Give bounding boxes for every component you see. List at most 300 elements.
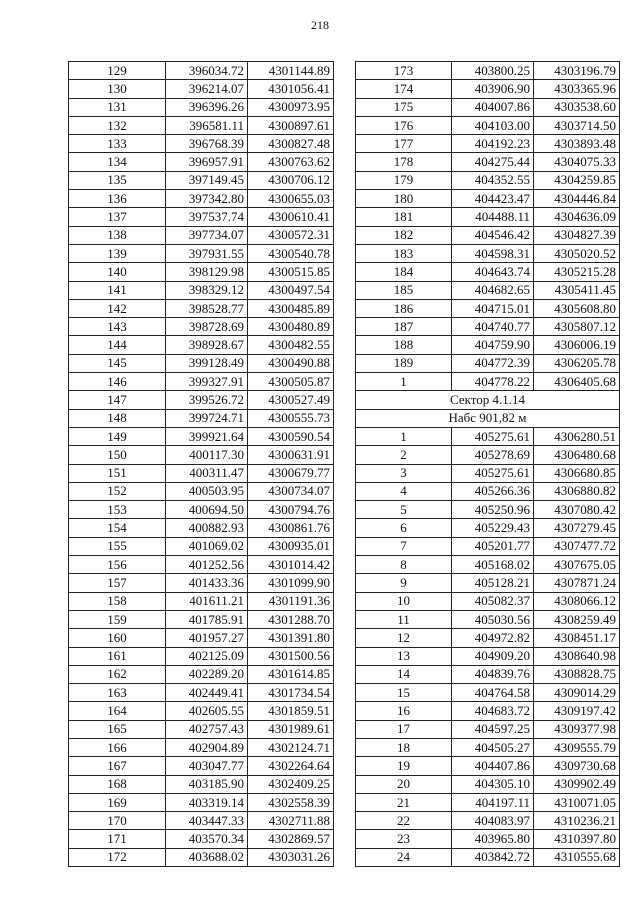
coordinate-y: 4300540.78 bbox=[248, 244, 334, 262]
coordinate-x: 401433.36 bbox=[166, 574, 248, 592]
point-number: 9 bbox=[356, 574, 452, 592]
point-number: 156 bbox=[69, 556, 166, 574]
point-number: 1 bbox=[356, 373, 452, 391]
table-row bbox=[69, 153, 334, 171]
table-row bbox=[69, 226, 334, 244]
table-row bbox=[356, 171, 620, 189]
coordinate-y: 4301500.56 bbox=[248, 647, 334, 665]
table-row bbox=[69, 373, 334, 391]
point-number: 152 bbox=[69, 482, 166, 500]
table-row bbox=[356, 793, 620, 811]
table-row bbox=[69, 610, 334, 628]
table-row bbox=[69, 208, 334, 226]
coordinate-y: 4306480.68 bbox=[534, 446, 620, 464]
coordinate-y: 4305608.80 bbox=[534, 299, 620, 317]
point-number: 168 bbox=[69, 775, 166, 793]
coordinate-x: 405082.37 bbox=[452, 592, 534, 610]
point-number: 3 bbox=[356, 464, 452, 482]
table-row bbox=[356, 116, 620, 134]
point-number: 146 bbox=[69, 373, 166, 391]
point-number: 160 bbox=[69, 629, 166, 647]
coordinate-x: 397734.07 bbox=[166, 226, 248, 244]
point-number: 150 bbox=[69, 446, 166, 464]
table-row bbox=[69, 793, 334, 811]
point-number: 182 bbox=[356, 226, 452, 244]
coordinate-x: 398728.69 bbox=[166, 318, 248, 336]
coordinate-y: 4306405.68 bbox=[534, 373, 620, 391]
table-row bbox=[356, 373, 620, 391]
coordinate-x: 403447.33 bbox=[166, 812, 248, 830]
coordinate-y: 4300527.49 bbox=[248, 391, 334, 409]
table-row bbox=[69, 281, 334, 299]
table-row bbox=[356, 153, 620, 171]
point-number: 22 bbox=[356, 812, 452, 830]
point-number: 8 bbox=[356, 556, 452, 574]
coordinate-y: 4301391.80 bbox=[248, 629, 334, 647]
point-number: 184 bbox=[356, 263, 452, 281]
coordinate-x: 398129.98 bbox=[166, 263, 248, 281]
sector-header-row bbox=[356, 391, 620, 409]
table-row bbox=[356, 519, 620, 537]
coordinate-x: 402289.20 bbox=[166, 665, 248, 683]
coordinate-y: 4303714.50 bbox=[534, 116, 620, 134]
coordinate-y: 4301099.90 bbox=[248, 574, 334, 592]
table-row bbox=[356, 537, 620, 555]
point-number: 181 bbox=[356, 208, 452, 226]
coordinate-y: 4300827.48 bbox=[248, 135, 334, 153]
coordinate-y: 4301614.85 bbox=[248, 665, 334, 683]
point-number: 139 bbox=[69, 244, 166, 262]
coordinate-y: 4301014.42 bbox=[248, 556, 334, 574]
point-number: 183 bbox=[356, 244, 452, 262]
coordinate-x: 399921.64 bbox=[166, 427, 248, 445]
coordinate-y: 4304636.09 bbox=[534, 208, 620, 226]
coordinate-x: 405128.21 bbox=[452, 574, 534, 592]
point-number: 174 bbox=[356, 80, 452, 98]
coordinate-y: 4300490.88 bbox=[248, 354, 334, 372]
coordinate-y: 4300655.03 bbox=[248, 190, 334, 208]
point-number: 180 bbox=[356, 190, 452, 208]
point-number: 140 bbox=[69, 263, 166, 281]
coordinate-x: 404197.11 bbox=[452, 793, 534, 811]
table-row bbox=[356, 574, 620, 592]
coordinate-x: 403842.72 bbox=[452, 848, 534, 866]
coordinate-x: 404598.31 bbox=[452, 244, 534, 262]
coordinate-x: 404740.77 bbox=[452, 318, 534, 336]
coordinates-table-left bbox=[68, 61, 334, 867]
coordinates-table-right bbox=[355, 61, 620, 867]
point-number: 169 bbox=[69, 793, 166, 811]
coordinate-y: 4300480.89 bbox=[248, 318, 334, 336]
table-row bbox=[69, 592, 334, 610]
coordinate-x: 404083.97 bbox=[452, 812, 534, 830]
coordinate-y: 4300935.01 bbox=[248, 537, 334, 555]
point-number: 11 bbox=[356, 610, 452, 628]
coordinate-x: 399526.72 bbox=[166, 391, 248, 409]
point-number: 178 bbox=[356, 153, 452, 171]
coordinate-x: 400694.50 bbox=[166, 501, 248, 519]
point-number: 145 bbox=[69, 354, 166, 372]
table-row bbox=[356, 629, 620, 647]
coordinate-x: 396034.72 bbox=[166, 62, 248, 80]
point-number: 188 bbox=[356, 336, 452, 354]
table-row bbox=[356, 501, 620, 519]
coordinate-x: 396581.11 bbox=[166, 116, 248, 134]
page-number: 218 bbox=[311, 18, 329, 32]
table-row bbox=[356, 647, 620, 665]
coordinate-x: 402904.89 bbox=[166, 738, 248, 756]
coordinate-y: 4307871.24 bbox=[534, 574, 620, 592]
coordinate-x: 404505.27 bbox=[452, 738, 534, 756]
point-number: 17 bbox=[356, 720, 452, 738]
coordinate-x: 404643.74 bbox=[452, 263, 534, 281]
point-number: 189 bbox=[356, 354, 452, 372]
coordinate-x: 403965.80 bbox=[452, 830, 534, 848]
coordinate-x: 400882.93 bbox=[166, 519, 248, 537]
coordinate-y: 4306205.78 bbox=[534, 354, 620, 372]
coordinate-x: 402449.41 bbox=[166, 684, 248, 702]
point-number: 172 bbox=[69, 848, 166, 866]
point-number: 158 bbox=[69, 592, 166, 610]
coordinate-x: 404103.00 bbox=[452, 116, 534, 134]
coordinate-y: 4303893.48 bbox=[534, 135, 620, 153]
table-row bbox=[69, 391, 334, 409]
table-row bbox=[356, 354, 620, 372]
table-row bbox=[356, 80, 620, 98]
coordinate-y: 4309197.42 bbox=[534, 702, 620, 720]
point-number: 144 bbox=[69, 336, 166, 354]
point-number: 177 bbox=[356, 135, 452, 153]
coordinate-x: 401252.56 bbox=[166, 556, 248, 574]
table-row bbox=[69, 80, 334, 98]
table-row bbox=[356, 299, 620, 317]
point-number: 138 bbox=[69, 226, 166, 244]
coordinate-y: 4300515.85 bbox=[248, 263, 334, 281]
table-row bbox=[356, 702, 620, 720]
coordinate-y: 4309377.98 bbox=[534, 720, 620, 738]
coordinate-y: 4305020.52 bbox=[534, 244, 620, 262]
coordinate-x: 404305.10 bbox=[452, 775, 534, 793]
point-number: 6 bbox=[356, 519, 452, 537]
point-number: 136 bbox=[69, 190, 166, 208]
coordinate-x: 397931.55 bbox=[166, 244, 248, 262]
coordinate-y: 4300631.91 bbox=[248, 446, 334, 464]
coordinate-x: 397149.45 bbox=[166, 171, 248, 189]
coordinate-y: 4303538.60 bbox=[534, 98, 620, 116]
coordinate-y: 4300482.55 bbox=[248, 336, 334, 354]
coordinate-x: 396396.26 bbox=[166, 98, 248, 116]
coordinate-x: 405266.36 bbox=[452, 482, 534, 500]
point-number: 159 bbox=[69, 610, 166, 628]
point-number: 134 bbox=[69, 153, 166, 171]
table-row bbox=[69, 684, 334, 702]
coordinate-x: 404007.86 bbox=[452, 98, 534, 116]
table-row bbox=[356, 446, 620, 464]
coordinate-y: 4300505.87 bbox=[248, 373, 334, 391]
point-number: 154 bbox=[69, 519, 166, 537]
table-row bbox=[356, 281, 620, 299]
point-number: 141 bbox=[69, 281, 166, 299]
point-number: 155 bbox=[69, 537, 166, 555]
coordinate-x: 405250.96 bbox=[452, 501, 534, 519]
coordinate-y: 4300897.61 bbox=[248, 116, 334, 134]
point-number: 161 bbox=[69, 647, 166, 665]
coordinate-x: 405168.02 bbox=[452, 556, 534, 574]
coordinate-y: 4303365.96 bbox=[534, 80, 620, 98]
point-number: 12 bbox=[356, 629, 452, 647]
coordinate-y: 4306880.82 bbox=[534, 482, 620, 500]
coordinate-x: 403906.90 bbox=[452, 80, 534, 98]
coordinate-x: 403185.90 bbox=[166, 775, 248, 793]
coordinate-y: 4302558.39 bbox=[248, 793, 334, 811]
coordinate-y: 4301989.61 bbox=[248, 720, 334, 738]
point-number: 186 bbox=[356, 299, 452, 317]
coordinate-y: 4303196.79 bbox=[534, 62, 620, 80]
point-number: 157 bbox=[69, 574, 166, 592]
coordinate-x: 404682.65 bbox=[452, 281, 534, 299]
point-number: 179 bbox=[356, 171, 452, 189]
coordinate-x: 401069.02 bbox=[166, 537, 248, 555]
table-row bbox=[69, 848, 334, 866]
coordinate-x: 400311.47 bbox=[166, 464, 248, 482]
table-row bbox=[69, 98, 334, 116]
point-number: 14 bbox=[356, 665, 452, 683]
point-number: 135 bbox=[69, 171, 166, 189]
table-row bbox=[69, 464, 334, 482]
table-row bbox=[356, 62, 620, 80]
table-row bbox=[69, 629, 334, 647]
coordinate-y: 4303031.26 bbox=[248, 848, 334, 866]
coordinate-x: 404759.90 bbox=[452, 336, 534, 354]
coordinate-y: 4300794.76 bbox=[248, 501, 334, 519]
point-number: 153 bbox=[69, 501, 166, 519]
point-number: 19 bbox=[356, 757, 452, 775]
point-number: 4 bbox=[356, 482, 452, 500]
coordinate-y: 4301191.36 bbox=[248, 592, 334, 610]
point-number: 143 bbox=[69, 318, 166, 336]
point-number: 170 bbox=[69, 812, 166, 830]
table-row bbox=[69, 757, 334, 775]
sector-area: Набс 901,82 м bbox=[356, 409, 620, 427]
point-number: 175 bbox=[356, 98, 452, 116]
table-row bbox=[69, 519, 334, 537]
coordinate-y: 4300610.41 bbox=[248, 208, 334, 226]
table-row bbox=[69, 446, 334, 464]
coordinate-y: 4302264.64 bbox=[248, 757, 334, 775]
point-number: 131 bbox=[69, 98, 166, 116]
coordinate-y: 4309555.79 bbox=[534, 738, 620, 756]
point-number: 21 bbox=[356, 793, 452, 811]
coordinate-x: 404275.44 bbox=[452, 153, 534, 171]
point-number: 185 bbox=[356, 281, 452, 299]
coordinate-x: 399128.49 bbox=[166, 354, 248, 372]
point-number: 171 bbox=[69, 830, 166, 848]
coordinate-x: 398528.77 bbox=[166, 299, 248, 317]
table-row bbox=[356, 464, 620, 482]
point-number: 162 bbox=[69, 665, 166, 683]
coordinate-x: 404683.72 bbox=[452, 702, 534, 720]
coordinate-y: 4305215.28 bbox=[534, 263, 620, 281]
sector-title: Сектор 4.1.14 bbox=[356, 391, 620, 409]
table-row bbox=[69, 702, 334, 720]
point-number: 23 bbox=[356, 830, 452, 848]
coordinate-x: 398928.67 bbox=[166, 336, 248, 354]
coordinate-y: 4304075.33 bbox=[534, 153, 620, 171]
coordinate-x: 402125.09 bbox=[166, 647, 248, 665]
coordinate-y: 4304259.85 bbox=[534, 171, 620, 189]
table-row bbox=[69, 354, 334, 372]
coordinate-y: 4301056.41 bbox=[248, 80, 334, 98]
point-number: 165 bbox=[69, 720, 166, 738]
coordinate-x: 404909.20 bbox=[452, 647, 534, 665]
point-number: 130 bbox=[69, 80, 166, 98]
coordinate-x: 405201.77 bbox=[452, 537, 534, 555]
point-number: 15 bbox=[356, 684, 452, 702]
coordinate-x: 399327.91 bbox=[166, 373, 248, 391]
coordinate-y: 4309730.68 bbox=[534, 757, 620, 775]
table-row bbox=[356, 263, 620, 281]
point-number: 13 bbox=[356, 647, 452, 665]
coordinate-x: 404597.25 bbox=[452, 720, 534, 738]
coordinate-y: 4305807.12 bbox=[534, 318, 620, 336]
coordinate-y: 4304446.84 bbox=[534, 190, 620, 208]
point-number: 16 bbox=[356, 702, 452, 720]
coordinate-y: 4302711.88 bbox=[248, 812, 334, 830]
table-row bbox=[69, 665, 334, 683]
table-row bbox=[356, 226, 620, 244]
coordinate-x: 403688.02 bbox=[166, 848, 248, 866]
table-row bbox=[69, 720, 334, 738]
point-number: 18 bbox=[356, 738, 452, 756]
coordinate-y: 4310236.21 bbox=[534, 812, 620, 830]
point-number: 149 bbox=[69, 427, 166, 445]
table-row bbox=[69, 556, 334, 574]
coordinate-x: 403047.77 bbox=[166, 757, 248, 775]
coordinate-y: 4309014.29 bbox=[534, 684, 620, 702]
coordinate-y: 4307675.05 bbox=[534, 556, 620, 574]
point-number: 137 bbox=[69, 208, 166, 226]
coordinate-y: 4300555.73 bbox=[248, 409, 334, 427]
coordinate-y: 4310555.68 bbox=[534, 848, 620, 866]
coordinate-x: 401957.27 bbox=[166, 629, 248, 647]
coordinate-x: 396957.91 bbox=[166, 153, 248, 171]
coordinate-y: 4308451.17 bbox=[534, 629, 620, 647]
coordinate-y: 4300590.54 bbox=[248, 427, 334, 445]
point-number: 133 bbox=[69, 135, 166, 153]
coordinate-y: 4306006.19 bbox=[534, 336, 620, 354]
table-row bbox=[69, 135, 334, 153]
table-row bbox=[69, 263, 334, 281]
table-row bbox=[356, 812, 620, 830]
coordinate-y: 4301144.89 bbox=[248, 62, 334, 80]
table-row bbox=[356, 208, 620, 226]
coordinate-x: 396214.07 bbox=[166, 80, 248, 98]
coordinate-x: 398329.12 bbox=[166, 281, 248, 299]
table-row bbox=[356, 98, 620, 116]
coordinate-x: 404423.47 bbox=[452, 190, 534, 208]
coordinate-y: 4302124.71 bbox=[248, 738, 334, 756]
table-row bbox=[356, 720, 620, 738]
point-number: 2 bbox=[356, 446, 452, 464]
coordinate-y: 4300734.07 bbox=[248, 482, 334, 500]
coordinate-x: 402605.55 bbox=[166, 702, 248, 720]
coordinate-y: 4308828.75 bbox=[534, 665, 620, 683]
coordinate-x: 404778.22 bbox=[452, 373, 534, 391]
table-row bbox=[69, 501, 334, 519]
coordinate-x: 403319.14 bbox=[166, 793, 248, 811]
table-row bbox=[69, 738, 334, 756]
coordinate-x: 404772.39 bbox=[452, 354, 534, 372]
table-row bbox=[69, 482, 334, 500]
coordinate-y: 4300679.77 bbox=[248, 464, 334, 482]
point-number: 151 bbox=[69, 464, 166, 482]
coordinate-x: 397342.80 bbox=[166, 190, 248, 208]
coordinate-y: 4300973.95 bbox=[248, 98, 334, 116]
table-row bbox=[69, 336, 334, 354]
coordinate-y: 4301734.54 bbox=[248, 684, 334, 702]
coordinate-x: 404839.76 bbox=[452, 665, 534, 683]
coordinate-x: 404764.58 bbox=[452, 684, 534, 702]
coordinate-y: 4310071.05 bbox=[534, 793, 620, 811]
point-number: 7 bbox=[356, 537, 452, 555]
point-number: 167 bbox=[69, 757, 166, 775]
coordinate-y: 4301859.51 bbox=[248, 702, 334, 720]
table-row bbox=[356, 830, 620, 848]
coordinate-x: 404972.82 bbox=[452, 629, 534, 647]
table-row bbox=[356, 318, 620, 336]
coordinate-y: 4304827.39 bbox=[534, 226, 620, 244]
coordinate-y: 4308066.12 bbox=[534, 592, 620, 610]
table-row bbox=[356, 610, 620, 628]
coordinate-y: 4305411.45 bbox=[534, 281, 620, 299]
coordinate-x: 405275.61 bbox=[452, 427, 534, 445]
coordinate-x: 404192.23 bbox=[452, 135, 534, 153]
point-number: 163 bbox=[69, 684, 166, 702]
table-row bbox=[69, 537, 334, 555]
coordinate-y: 4301288.70 bbox=[248, 610, 334, 628]
coordinate-y: 4310397.80 bbox=[534, 830, 620, 848]
sector-header-row bbox=[356, 409, 620, 427]
table-row bbox=[356, 848, 620, 866]
coordinate-x: 401785.91 bbox=[166, 610, 248, 628]
coordinate-x: 405275.61 bbox=[452, 464, 534, 482]
coordinate-y: 4309902.49 bbox=[534, 775, 620, 793]
coordinate-y: 4300763.62 bbox=[248, 153, 334, 171]
table-row bbox=[69, 190, 334, 208]
point-number: 148 bbox=[69, 409, 166, 427]
coordinate-y: 4308259.49 bbox=[534, 610, 620, 628]
table-row bbox=[356, 684, 620, 702]
point-number: 24 bbox=[356, 848, 452, 866]
coordinate-y: 4300572.31 bbox=[248, 226, 334, 244]
coordinate-x: 404488.11 bbox=[452, 208, 534, 226]
coordinate-y: 4300485.89 bbox=[248, 299, 334, 317]
point-number: 129 bbox=[69, 62, 166, 80]
table-row bbox=[356, 738, 620, 756]
table-row bbox=[69, 62, 334, 80]
point-number: 166 bbox=[69, 738, 166, 756]
coordinate-x: 403570.34 bbox=[166, 830, 248, 848]
table-row bbox=[69, 647, 334, 665]
point-number: 164 bbox=[69, 702, 166, 720]
coordinate-x: 404407.86 bbox=[452, 757, 534, 775]
coordinate-x: 396768.39 bbox=[166, 135, 248, 153]
table-row bbox=[69, 427, 334, 445]
point-number: 147 bbox=[69, 391, 166, 409]
coordinate-x: 404715.01 bbox=[452, 299, 534, 317]
coordinate-x: 399724.71 bbox=[166, 409, 248, 427]
coordinate-y: 4307279.45 bbox=[534, 519, 620, 537]
